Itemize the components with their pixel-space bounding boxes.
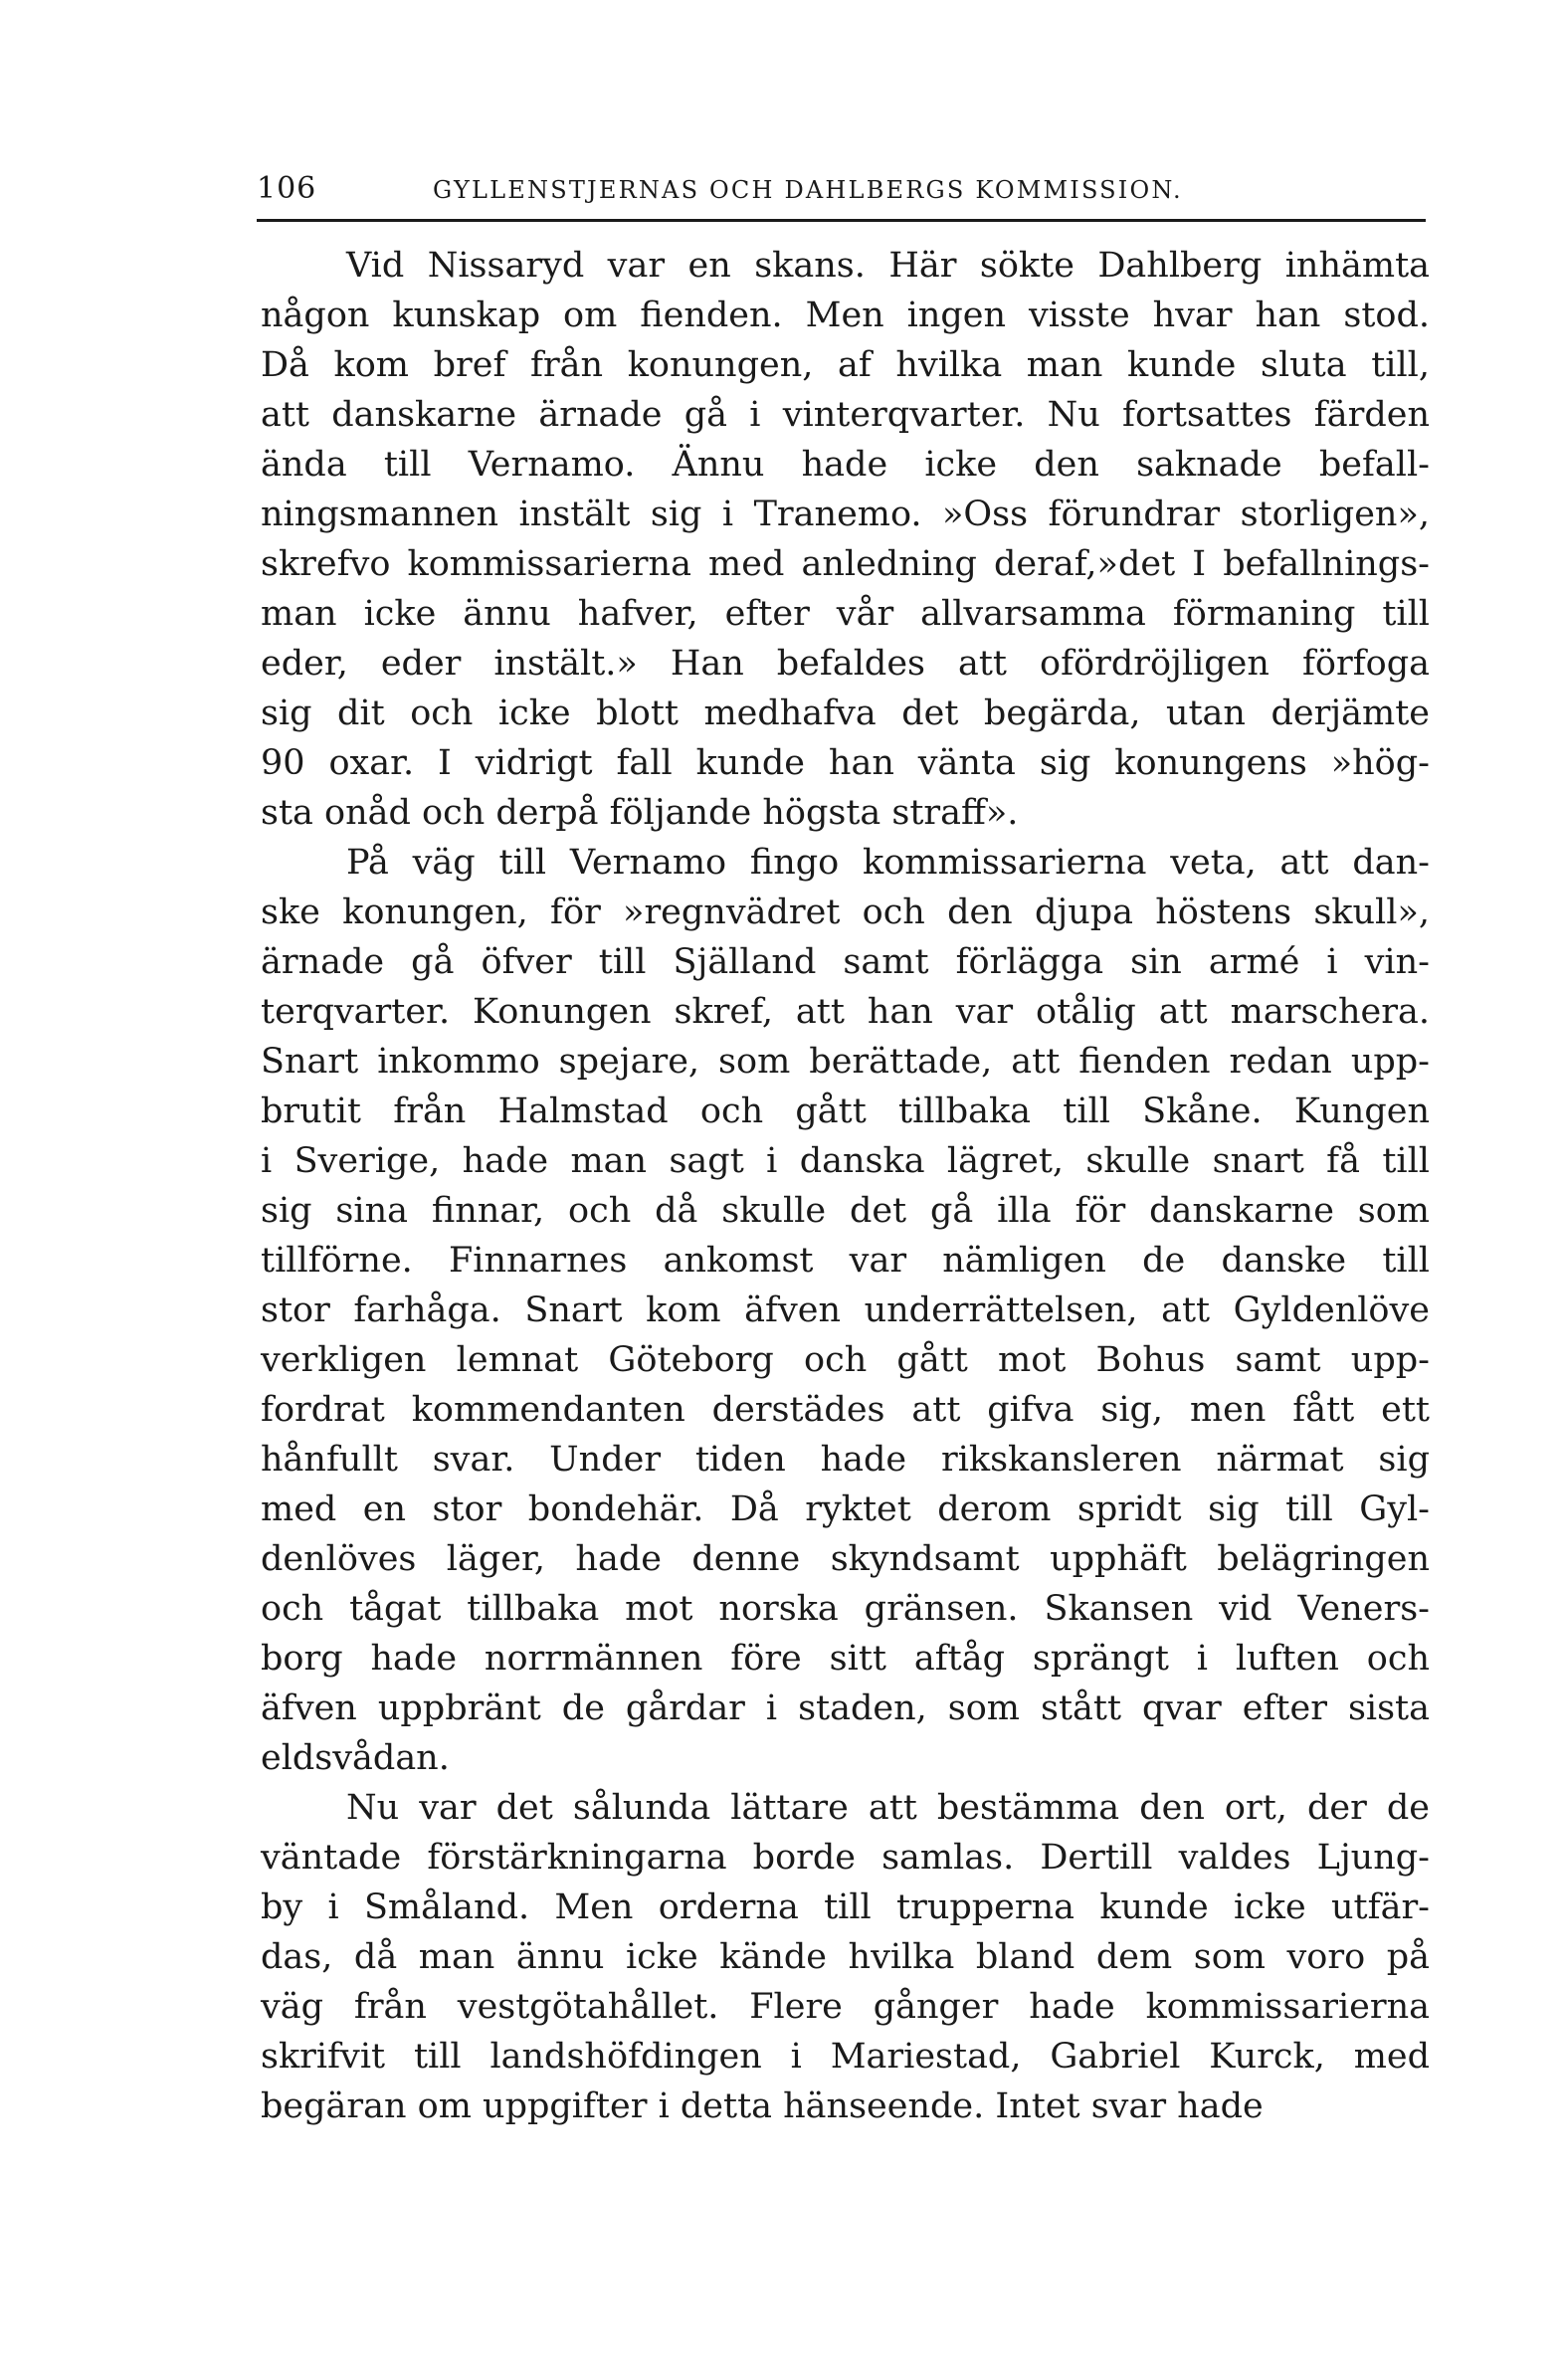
text-line: skrifvit till landshöfdingen i Mariestad, Gabriel Kurck, med	[261, 2037, 1430, 2077]
text-line: tillförne. Finnarnes ankomst var nämligen de danske till	[261, 1241, 1430, 1281]
text-line: verkligen lemnat Göteborg och gått mot Bohus samt upp-	[261, 1340, 1430, 1380]
body-text	[261, 241, 1430, 2131]
text-line: väntade förstärkningarna borde samlas. Dertill valdes Ljung-	[261, 1838, 1430, 1878]
running-title: GYLLENSTJERNAS OCH DAHLBERGS KOMMISSION.	[433, 176, 1183, 204]
text-line: fordrat kommendanten derstädes att gifva sig, men fått ett	[261, 1390, 1430, 1430]
text-line: terqvarter. Konungen skref, att han var otålig att marschera.	[261, 992, 1430, 1032]
text-line: sig dit och icke blott medhafva det begärda, utan derjämte	[261, 694, 1430, 733]
text-line: skrefvo kommissarierna med anledning deraf,»det I befallnings-	[261, 544, 1430, 584]
text-line: borg hade norrmännen före sitt aftåg sprängt i luften och	[261, 1639, 1430, 1679]
text-line: Nu var det sålunda lättare att bestämma den ort, der de	[346, 1788, 1430, 1828]
text-line: eldsvådan.	[261, 1738, 450, 1778]
text-line: På väg till Vernamo fingo kommissarierna veta, att dan-	[346, 843, 1430, 883]
text-line: ärnade gå öfver till Själland samt förlägga sin armé i vin-	[261, 942, 1430, 982]
text-line: begäran om uppgifter i detta hänseende. Intet svar hade	[261, 2086, 1264, 2126]
paragraph	[261, 838, 1430, 1783]
text-line: någon kunskap om fienden. Men ingen visste hvar han stod.	[261, 296, 1430, 335]
text-line: i Sverige, hade man sagt i danska lägret, skulle snart få till	[261, 1141, 1430, 1181]
text-line: Vid Nissaryd var en skans. Här sökte Dahlberg inhämta	[346, 246, 1430, 286]
text-line: ningsmannen instält sig i Tranemo. »Oss förundrar storligen»,	[261, 495, 1430, 534]
text-line: das, då man ännu icke kände hvilka bland dem som voro på	[261, 1937, 1430, 1977]
text-line: äfven uppbränt de gårdar i staden, som stått qvar efter sista	[261, 1688, 1430, 1728]
text-line: sta onåd och derpå följande högsta straff».	[261, 793, 1019, 833]
text-line: 90 oxar. I vidrigt fall kunde han vänta sig konungens »hög-	[261, 743, 1430, 783]
text-line: ske konungen, för »regnvädret och den djupa höstens skull»,	[261, 892, 1430, 932]
text-line: denlöves läger, hade denne skyndsamt upphäft belägringen	[261, 1539, 1430, 1579]
text-line: stor farhåga. Snart kom äfven underrättelsen, att Gyldenlöve	[261, 1290, 1430, 1330]
text-line: och tågat tillbaka mot norska gränsen. Skansen vid Veners-	[261, 1589, 1430, 1629]
page-number: 106	[257, 171, 317, 206]
paragraph	[261, 1783, 1430, 2131]
text-line: med en stor bondehär. Då ryktet derom spridt sig till Gyl-	[261, 1489, 1430, 1529]
text-line: brutit från Halmstad och gått tillbaka till Skåne. Kungen	[261, 1091, 1430, 1131]
text-line: Snart inkommo spejare, som berättade, att fienden redan upp-	[261, 1042, 1430, 1082]
text-line: Då kom bref från konungen, af hvilka man kunde sluta till,	[261, 345, 1430, 385]
text-line: hånfullt svar. Under tiden hade rikskansleren närmat sig	[261, 1440, 1430, 1480]
text-line: väg från vestgötahållet. Flere gånger hade kommissarierna	[261, 1987, 1430, 2027]
running-head	[257, 171, 1426, 221]
text-line: att danskarne ärnade gå i vinterqvarter. Nu fortsattes färden	[261, 395, 1430, 435]
text-line: by i Småland. Men orderna till trupperna kunde icke utfär-	[261, 1887, 1430, 1927]
header-rule	[257, 219, 1426, 222]
text-line: man icke ännu hafver, efter vår allvarsamma förmaning till	[261, 594, 1430, 634]
text-line: ända till Vernamo. Ännu hade icke den saknade befall-	[261, 445, 1430, 485]
paragraph	[261, 241, 1430, 838]
text-line: eder, eder instält.» Han befaldes att ofördröjligen förfoga	[261, 644, 1430, 684]
text-line: sig sina finnar, och då skulle det gå illa för danskarne som	[261, 1191, 1430, 1231]
